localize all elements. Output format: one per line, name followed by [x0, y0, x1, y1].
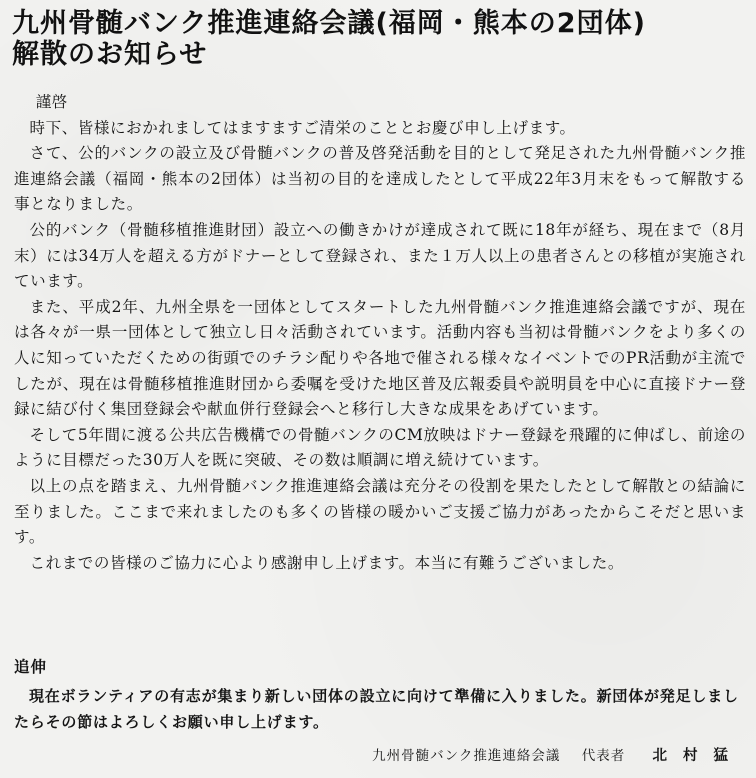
letter-body: [14, 90, 746, 576]
postscript-text: 現在ボランティアの有志が集まり新しい団体の設立に向けて準備に入りました。新団体が発足しましたらその節はよろしくお願い申し上げます。: [14, 687, 739, 731]
paragraph-thanks: これまでの皆様のご協力に心より感謝申し上げます。本当に有難うございました。: [29, 553, 624, 572]
title-line-2: 解散のお知らせ: [12, 39, 208, 70]
paragraph-donor-registration: 公的バンク（骨髄移植推進財団）設立への働きかけが達成されて既に18年が経ち、現在まで（8月末）には34万人を超える方がドナーとして登録され、また１万人以上の患者さんとの移植が実施されています。: [14, 220, 746, 291]
signature-block: [372, 744, 744, 765]
signature-organization: 九州骨髄バンク推進連絡会議: [372, 748, 561, 764]
document-title: [12, 8, 646, 70]
signature-name: 北村猛: [652, 747, 744, 764]
title-line-1: 九州骨髄バンク推進連絡会議(福岡・熊本の2団体): [12, 8, 646, 39]
paragraph-announcement: さて、公的バンクの設立及び骨髄バンクの普及啓発活動を目的として発足された九州骨髄バンク推進連絡会議（福岡・熊本の2団体）は当初の目的を達成したとして平成22年3月末をもって解散する事となりました。: [14, 144, 746, 214]
paragraph-activities: また、平成2年、九州全県を一団体としてスタートした九州骨髄バンク推進連絡会議ですが、現在は各々が一県一団体として独立し日々活動されています。活動内容も当初は骨髄バンクをより多くの人に知っていただくための街頭でのチラシ配りや各地で催される様々なイベントでのPR活動が主流でしたが、現在は骨髄移植推進財団から委嘱を受けた地区普及広報委員や説明員を中心に直接ドナー登録に結び付く集団登録会や献血併行登録会へと移行し大きな成果をあげています。: [14, 297, 746, 419]
postscript-heading: 追伸: [14, 658, 48, 676]
signature-role: 代表者: [581, 748, 626, 764]
paragraph-cm-broadcast: そして5年間に渡る公共広告機構での骨髄バンクのCM放映はドナー登録を飛躍的に伸ばし、前途のように目標だった30万人を既に突破、その数は順調に増え続けています。: [14, 425, 746, 470]
paragraph-greeting: 時下、皆様におかれましてはますますご清栄のこととお慶び申し上げます。: [29, 118, 576, 137]
paragraph-conclusion: 以上の点を踏まえ、九州骨髄バンク推進連絡会議は充分その役割を果たしたとして解散との結論に至りました。ここまで来れましたのも多くの皆様の暖かいご支援ご協力があったからこそだと思います。: [14, 476, 746, 547]
salutation: 謹啓: [35, 93, 68, 111]
